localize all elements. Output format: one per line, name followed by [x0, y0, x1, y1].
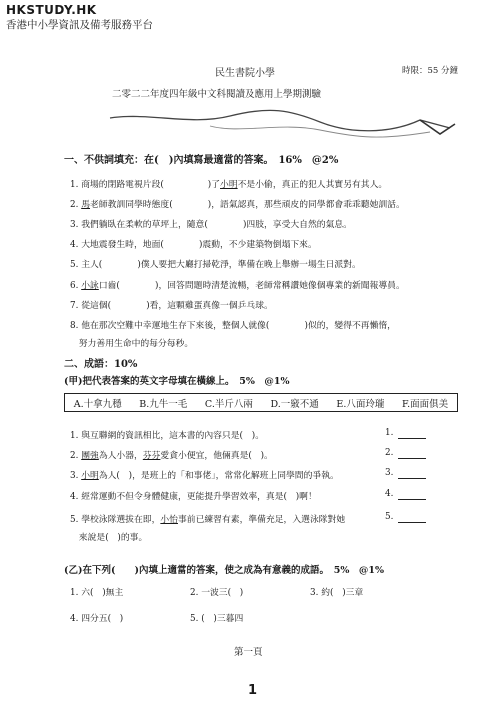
s2-question-3: 3. 小明為人( )，是班上的「和事佬」，常常化解班上同學間的爭執。 [70, 471, 339, 481]
fill-blank-2[interactable]: 2. 一波三( ) [190, 588, 244, 598]
s1-question-6: 6. 小詠口齒( )，回答問題時清楚流暢，老師常稱讚她像個專業的新聞報導員。 [70, 281, 405, 291]
option-e: E.八面玲瓏 [336, 398, 385, 410]
option-d: D.一竅不通 [270, 398, 319, 410]
section1-title: 一、不供詞填充：在( )內填寫最適當的答案。 16% @2% [64, 155, 339, 166]
s1-question-7: 7. 從這個( )看，這顆雞蛋真像一個乒乓球。 [70, 301, 273, 311]
school-name: 民生書院小學 [215, 68, 275, 79]
option-a: A.十拿九穩 [73, 398, 122, 410]
fill-blank-3[interactable]: 3. 約( )三章 [310, 588, 364, 598]
answer-no-3: 3. [385, 468, 394, 478]
section2b-title: (乙)在下列( )內填上適當的答案，使之成為有意義的成語。 5% @1% [64, 565, 385, 576]
s1-question-8: 8. 他在那次空難中幸運地生存下來後，整個人就像( )似的，變得不再懶惰， [70, 321, 396, 331]
s2-question-5: 5. 學校泳隊選拔在即，小怡事前已練習有素，準備充足，入選泳隊對她 [70, 515, 346, 525]
s1-question-5: 5. 主人( )僕人要把大廳打掃乾淨，準備在晚上舉辦一場生日派對。 [70, 260, 361, 270]
answer-line-3[interactable] [398, 478, 426, 479]
answer-line-4[interactable] [398, 499, 426, 500]
fill-blank-1[interactable]: 1. 六( )無主 [70, 588, 124, 598]
watermark-tagline: 香港中小學資訊及備考服務平台 [6, 19, 153, 31]
page-label: 第一頁 [234, 647, 263, 658]
option-c: C.半斤八兩 [204, 398, 253, 410]
fill-blank-5[interactable]: 5. ( )三暮四 [190, 614, 244, 624]
s1-question-2: 2. 馬老師教訓同學時態度( )，語氣認真，那些頑皮的同學都會乖乖聽她訓話。 [70, 200, 405, 210]
ink-scribble-decoration [90, 104, 470, 144]
fill-blank-4[interactable]: 4. 四分五( ) [70, 614, 124, 624]
option-b: B.九牛一毛 [139, 398, 188, 410]
section2a-title: (甲)把代表答案的英文字母填在橫線上。 5% @1% [64, 376, 290, 387]
time-limit: 時限：55 分鐘 [402, 66, 459, 76]
s1-question-4: 4. 大地震發生時，地面( )震動，不少建築物倒塌下來。 [70, 240, 317, 250]
s1-question-8-cont: 努力善用生命中的每分每秒。 [70, 339, 194, 349]
page-number: 1 [248, 683, 258, 698]
answer-no-4: 4. [385, 489, 394, 499]
answer-line-1[interactable] [398, 438, 426, 439]
s2-question-1: 1. 與互聯網的資訊相比，這本書的內容只是( )。 [70, 431, 264, 441]
idiom-options-box [64, 393, 458, 412]
answer-no-5: 5. [385, 512, 394, 522]
exam-title: 二零二二年度四年級中文科閱讀及應用上學期測驗 [112, 89, 322, 100]
answer-no-1: 1. [385, 428, 394, 438]
s1-question-3: 3. 我們躺臥在柔軟的草坪上，隨意( )四肢，享受大自然的氣息。 [70, 220, 352, 230]
s2-question-5-cont: 來說是( )的事。 [70, 533, 148, 543]
answer-line-5[interactable] [398, 522, 426, 523]
option-f: F.面面俱美 [401, 398, 449, 410]
section2-title: 二、成語：10% [64, 359, 138, 370]
answer-line-2[interactable] [398, 458, 426, 459]
s1-question-1: 1. 商場的閉路電視片段( )了小明不是小偷，真正的犯人其實另有其人。 [70, 180, 388, 190]
s2-question-4: 4. 經常運動不但令身體健康，更能提升學習效率，真是( )啊！ [70, 492, 317, 502]
watermark-site: HKSTUDY.HK [6, 3, 97, 17]
s2-question-2: 2. 團強為人小器，芬芬愛貪小便宜，他倆真是( )。 [70, 451, 273, 461]
answer-no-2: 2. [385, 448, 394, 458]
